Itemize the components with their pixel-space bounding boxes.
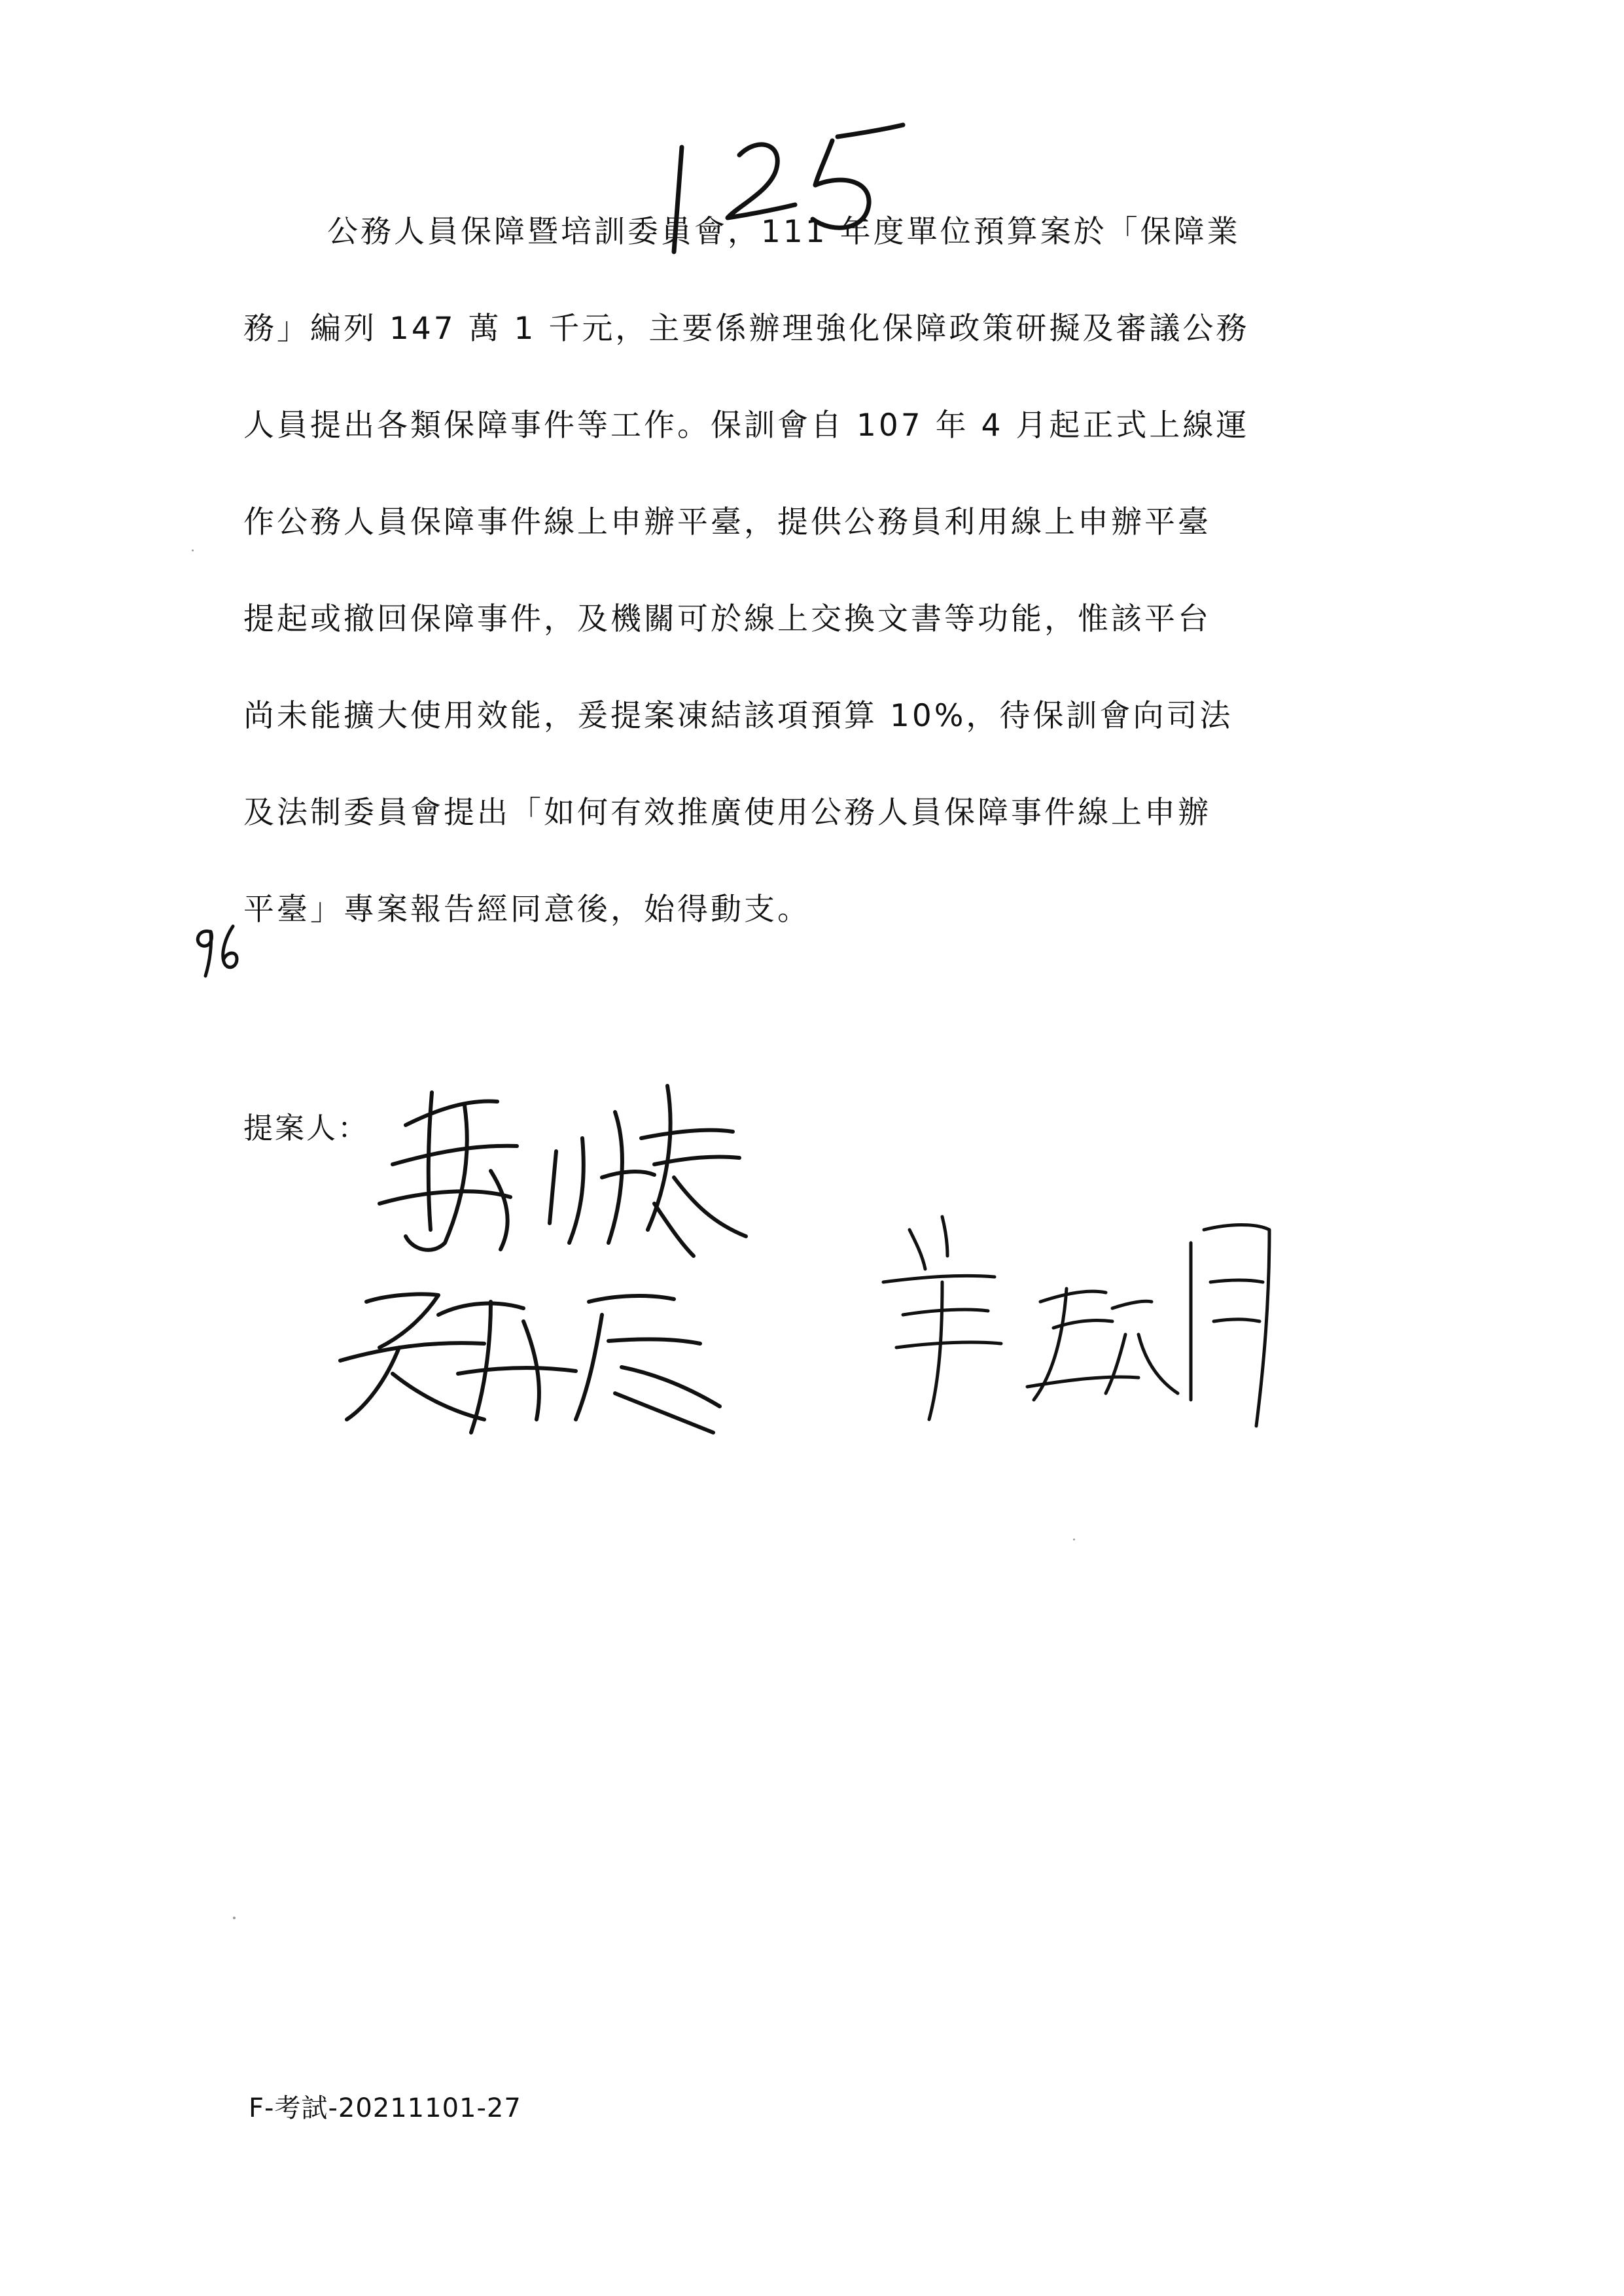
paragraph-line: 提起或撤回保障事件，及機關可於線上交換文書等功能，惟該平台 (243, 601, 1211, 637)
signature-1 (366, 1073, 772, 1269)
signature-3-drawing (877, 1204, 1282, 1439)
signature-2 (327, 1276, 746, 1446)
paragraph-line: 人員提出各類保障事件等工作。保訓會自 107 年 4 月起正式上線運 (243, 408, 1250, 444)
paragraph-line: 作公務人員保障事件線上申辦平臺，提供公務員利用線上申辦平臺 (243, 504, 1211, 540)
paragraph-line: 務」編列 147 萬 1 千元，主要係辦理強化保障政策研擬及審議公務 (243, 311, 1250, 347)
handwritten-margin-note (190, 922, 245, 980)
document-code: F-考試-20211101-27 (249, 2093, 521, 2123)
signature-2-drawing (327, 1276, 746, 1446)
handwritten-margin-note-drawing (190, 922, 245, 980)
scan-speck (1073, 1539, 1075, 1540)
paragraph-line: 公務人員保障暨培訓委員會，111 年度單位預算案於「保障業 (327, 214, 1241, 250)
paragraph-line: 平臺」專案報告經同意後，始得動支。 (243, 892, 811, 928)
signature-1-drawing (366, 1073, 772, 1269)
paragraph-line: 尚未能擴大使用效能，爰提案凍結該項預算 10%，待保訓會向司法 (243, 698, 1233, 734)
proposer-label: 提案人： (243, 1111, 370, 1145)
scan-speck (233, 1917, 236, 1919)
signature-3 (877, 1204, 1282, 1439)
proposal-paragraph (243, 216, 1369, 990)
paragraph-line: 及法制委員會提出「如何有效推廣使用公務人員保障事件線上申辦 (243, 795, 1211, 831)
scan-speck (192, 549, 194, 551)
